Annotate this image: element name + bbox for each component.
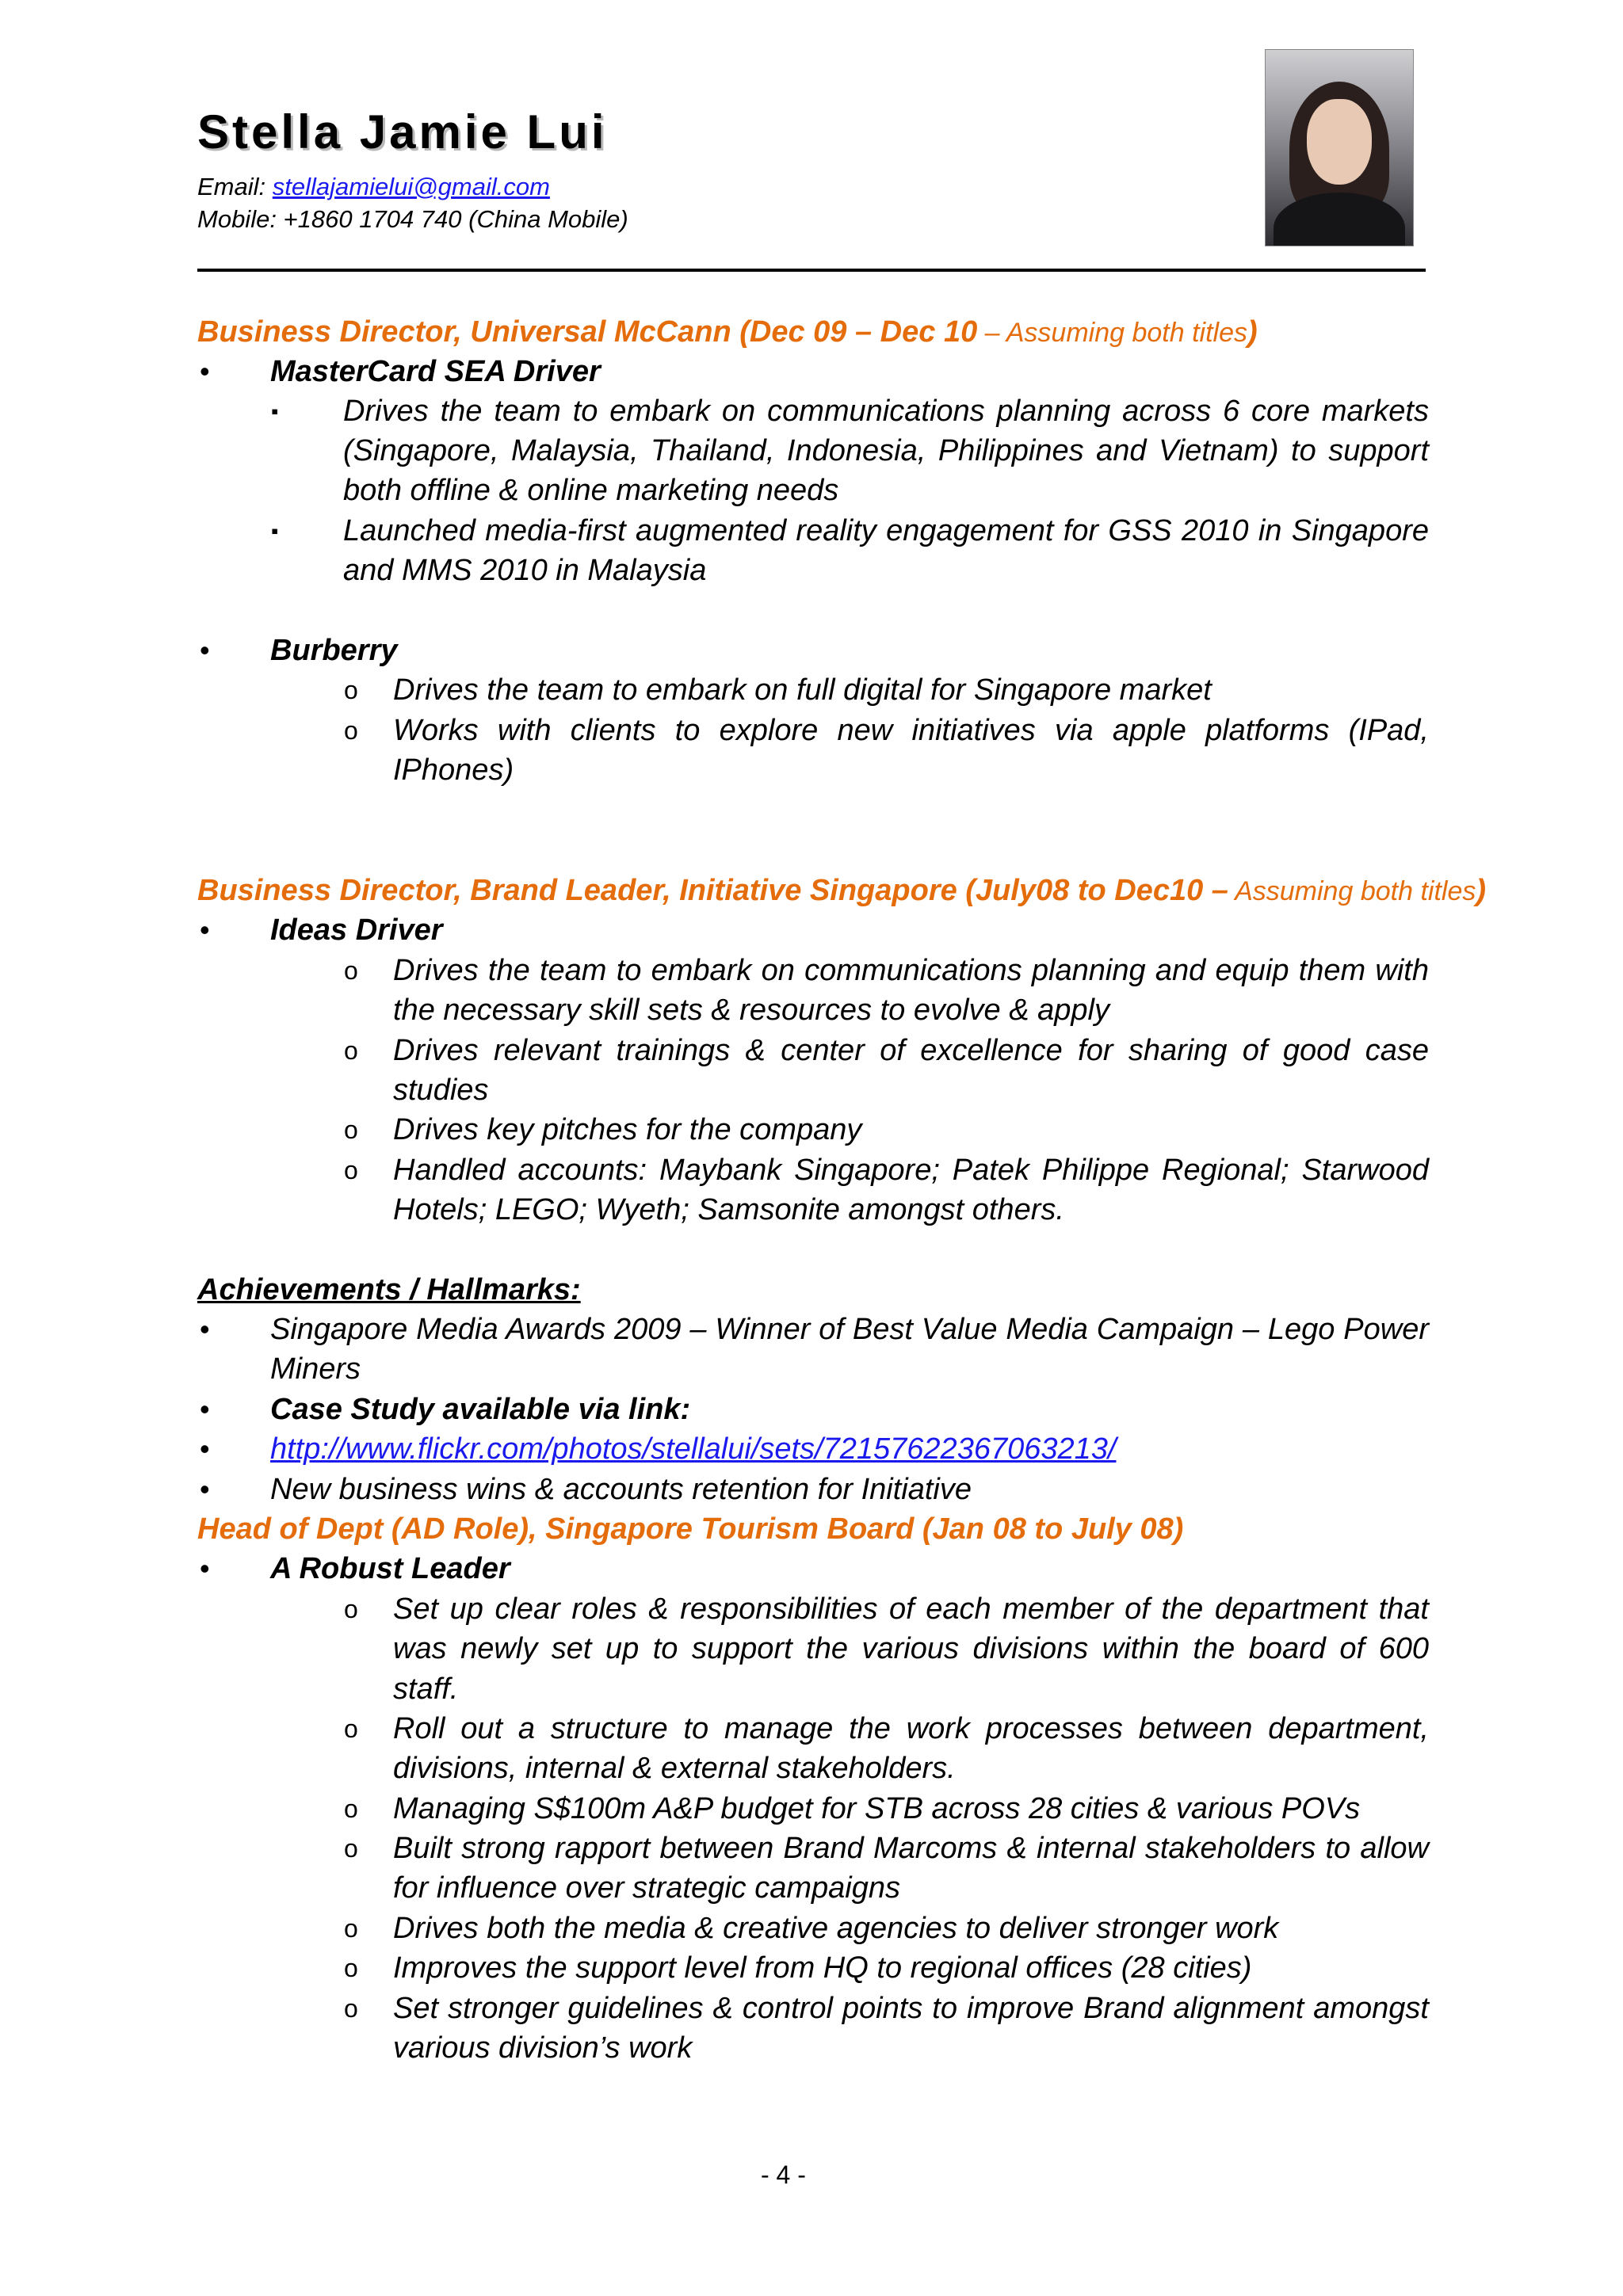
circle-bullet: o bbox=[344, 716, 358, 745]
list-item: Drives key pitches for the company bbox=[393, 1113, 862, 1146]
circle-bullet: o bbox=[344, 676, 358, 704]
list-item: Singapore Media Awards 2009 – Winner of Best Value Media Campaign – Lego Power bbox=[270, 1313, 1429, 1346]
list-item: (Singapore, Malaysia, Thailand, Indonesia, Philippines and Vietnam) to support bbox=[343, 434, 1429, 467]
list-item: studies bbox=[393, 1074, 489, 1107]
circle-bullet: o bbox=[344, 1914, 358, 1943]
case-study-link[interactable]: http://www.flickr.com/photos/stellalui/sets/72157622367063213/ bbox=[270, 1432, 1117, 1466]
achievements-title: Achievements / Hallmarks: bbox=[197, 1273, 581, 1306]
circle-bullet: o bbox=[344, 1714, 358, 1743]
list-item: Drives the team to embark on communications planning and equip them with bbox=[393, 954, 1429, 987]
email-label: Email: bbox=[197, 173, 273, 200]
list-item: New business wins & accounts retention for Initiative bbox=[270, 1473, 972, 1506]
bullet-dot: • bbox=[200, 1473, 210, 1505]
list-item: Drives the team to embark on full digital for Singapore market bbox=[393, 673, 1212, 707]
section-heading-universal-mccann: Business Director, Universal McCann (Dec 09 – Dec 10 – Assuming both titles) bbox=[197, 315, 1258, 349]
list-item: IPhones) bbox=[393, 753, 514, 787]
group-title-robust-leader: A Robust Leader bbox=[270, 1552, 510, 1585]
bullet-dot: • bbox=[200, 1432, 210, 1465]
list-item: Set up clear roles & responsibilities of each member of the department that bbox=[393, 1592, 1429, 1626]
list-item: for influence over strategic campaigns bbox=[393, 1871, 900, 1905]
section-heading-stb: Head of Dept (AD Role), Singapore Tourism Board (Jan 08 to July 08) bbox=[197, 1512, 1184, 1546]
mobile-line: Mobile: +1860 1704 740 (China Mobile) bbox=[197, 205, 628, 233]
bullet-dot: • bbox=[200, 1393, 210, 1425]
list-item: Set stronger guidelines & control points to improve Brand alignment amongst bbox=[393, 1992, 1429, 2025]
list-item: Drives relevant trainings & center of excellence for sharing of good case bbox=[393, 1034, 1429, 1067]
square-bullet: ▪ bbox=[271, 399, 279, 423]
list-item: Drives the team to embark on communications planning across 6 core markets bbox=[343, 395, 1429, 428]
bullet-dot: • bbox=[200, 913, 210, 946]
list-item: Roll out a structure to manage the work processes between department, bbox=[393, 1712, 1429, 1745]
circle-bullet: o bbox=[344, 1156, 358, 1184]
circle-bullet: o bbox=[344, 1794, 358, 1823]
list-item: both offline & online marketing needs bbox=[343, 474, 839, 507]
circle-bullet: o bbox=[344, 1954, 358, 1982]
circle-bullet: o bbox=[344, 1834, 358, 1863]
list-item: Drives both the media & creative agencies to deliver stronger work bbox=[393, 1912, 1279, 1945]
email-line bbox=[197, 173, 550, 201]
list-item: Works with clients to explore new initiatives via apple platforms (IPad, bbox=[393, 714, 1429, 747]
list-item: was newly set up to support the various divisions within the board of 600 bbox=[393, 1632, 1429, 1665]
list-item: divisions, internal & external stakeholders. bbox=[393, 1752, 956, 1785]
bullet-dot: • bbox=[200, 634, 210, 666]
list-item: Launched media-first augmented reality engagement for GSS 2010 in Singapore bbox=[343, 514, 1429, 547]
list-item: Built strong rapport between Brand Marcoms & internal stakeholders to allow bbox=[393, 1832, 1429, 1865]
list-item: Miners bbox=[270, 1352, 361, 1386]
list-item: Case Study available via link: bbox=[270, 1393, 691, 1426]
header-divider bbox=[197, 269, 1426, 272]
square-bullet: ▪ bbox=[271, 519, 279, 543]
group-title-ideas-driver: Ideas Driver bbox=[270, 913, 443, 947]
circle-bullet: o bbox=[344, 956, 358, 985]
email-link[interactable]: stellajamielui@gmail.com bbox=[272, 173, 550, 200]
list-item: and MMS 2010 in Malaysia bbox=[343, 554, 707, 587]
group-title-mastercard: MasterCard SEA Driver bbox=[270, 355, 601, 388]
list-item: the necessary skill sets & resources to evolve & apply bbox=[393, 994, 1109, 1027]
section-heading-initiative: Business Director, Brand Leader, Initiative Singapore (July08 to Dec10 – Assuming both titles) bbox=[197, 874, 1487, 907]
list-item: staff. bbox=[393, 1672, 459, 1706]
circle-bullet: o bbox=[344, 1595, 358, 1623]
profile-photo bbox=[1265, 49, 1414, 246]
list-item: Improves the support level from HQ to regional offices (28 cities) bbox=[393, 1951, 1252, 1985]
page-number: - 4 - bbox=[761, 2161, 806, 2189]
candidate-name: Stella Jamie Lui bbox=[197, 105, 608, 158]
list-item: Managing S$100m A&P budget for STB across 28 cities & various POVs bbox=[393, 1792, 1361, 1825]
bullet-dot: • bbox=[200, 355, 210, 387]
circle-bullet: o bbox=[344, 1036, 358, 1065]
list-item: Hotels; LEGO; Wyeth; Samsonite amongst others. bbox=[393, 1193, 1064, 1226]
bullet-dot: • bbox=[200, 1552, 210, 1585]
group-title-burberry: Burberry bbox=[270, 634, 398, 667]
list-item: Handled accounts: Maybank Singapore; Patek Philippe Regional; Starwood bbox=[393, 1154, 1429, 1187]
circle-bullet: o bbox=[344, 1994, 358, 2023]
bullet-dot: • bbox=[200, 1313, 210, 1345]
list-item: various division’s work bbox=[393, 2031, 693, 2065]
circle-bullet: o bbox=[344, 1116, 358, 1144]
